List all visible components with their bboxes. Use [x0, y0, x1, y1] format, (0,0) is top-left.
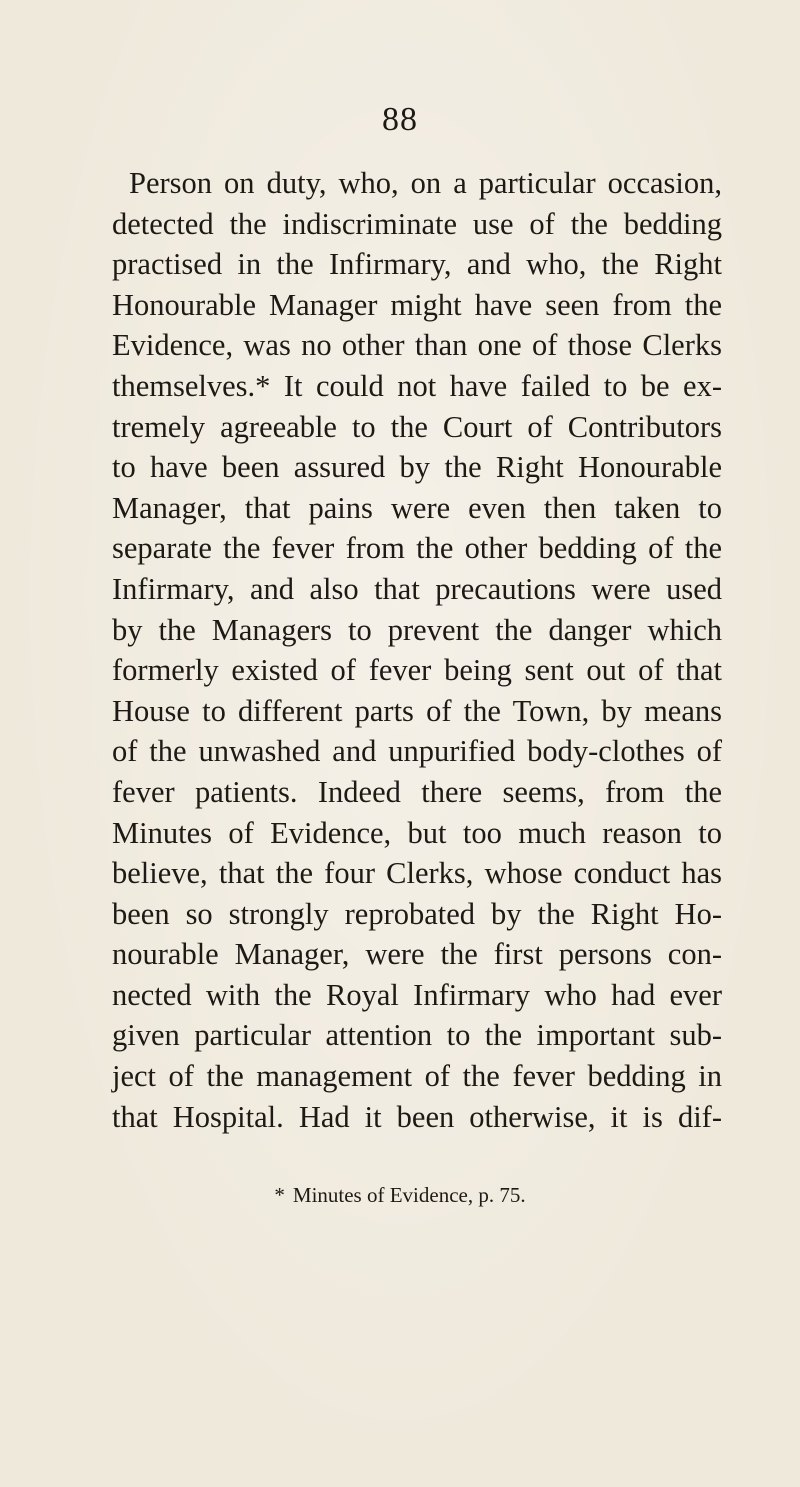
footnote [0, 1183, 800, 1208]
text-line: of the unwashed and unpurified body-clothes of [112, 734, 722, 769]
text-line: believe, that the four Clerks, whose conduct has [112, 856, 722, 891]
text-line: Manager, that pains were even then taken to [112, 490, 722, 525]
text-line: separate the fever from the other bedding of the [112, 531, 722, 566]
text-line: tremely agreeable to the Court of Contributors [112, 409, 722, 444]
text-line: Evidence, was no other than one of those Clerks [112, 328, 722, 363]
text-line: themselves.* It could not have failed to be ex- [112, 368, 722, 403]
text-line: to have been assured by the Right Honourable [112, 450, 722, 485]
text-line: House to different parts of the Town, by means [112, 693, 722, 728]
text-line: been so strongly reprobated by the Right Ho- [112, 896, 722, 931]
footnote-text: Minutes of Evidence, p. 75. [292, 1183, 526, 1207]
text-line: Infirmary, and also that precautions were used [112, 571, 722, 606]
text-line: nected with the Royal Infirmary who had ever [112, 977, 722, 1012]
text-line: practised in the Infirmary, and who, the Right [112, 247, 722, 282]
text-line: ject of the management of the fever bedding in [112, 1059, 722, 1094]
text-line: fever patients. Indeed there seems, from the [112, 774, 722, 809]
footnote-mark: * [274, 1183, 285, 1207]
text-line: Honourable Manager might have seen from the [112, 287, 722, 322]
body-text [112, 163, 722, 1137]
text-line: by the Managers to prevent the danger which [112, 612, 722, 647]
text-line: detected the indiscriminate use of the bedding [112, 206, 722, 241]
text-line: Minutes of Evidence, but too much reason to [112, 815, 722, 850]
text-line: that Hospital. Had it been otherwise, it is dif- [112, 1099, 722, 1134]
page-number: 88 [382, 101, 418, 138]
text-line: Person on duty, who, on a particular occasion, [129, 166, 722, 200]
text-line: nourable Manager, were the first persons con- [112, 937, 722, 972]
text-line: given particular attention to the important sub- [112, 1018, 722, 1053]
text-line: formerly existed of fever being sent out of that [112, 653, 722, 688]
